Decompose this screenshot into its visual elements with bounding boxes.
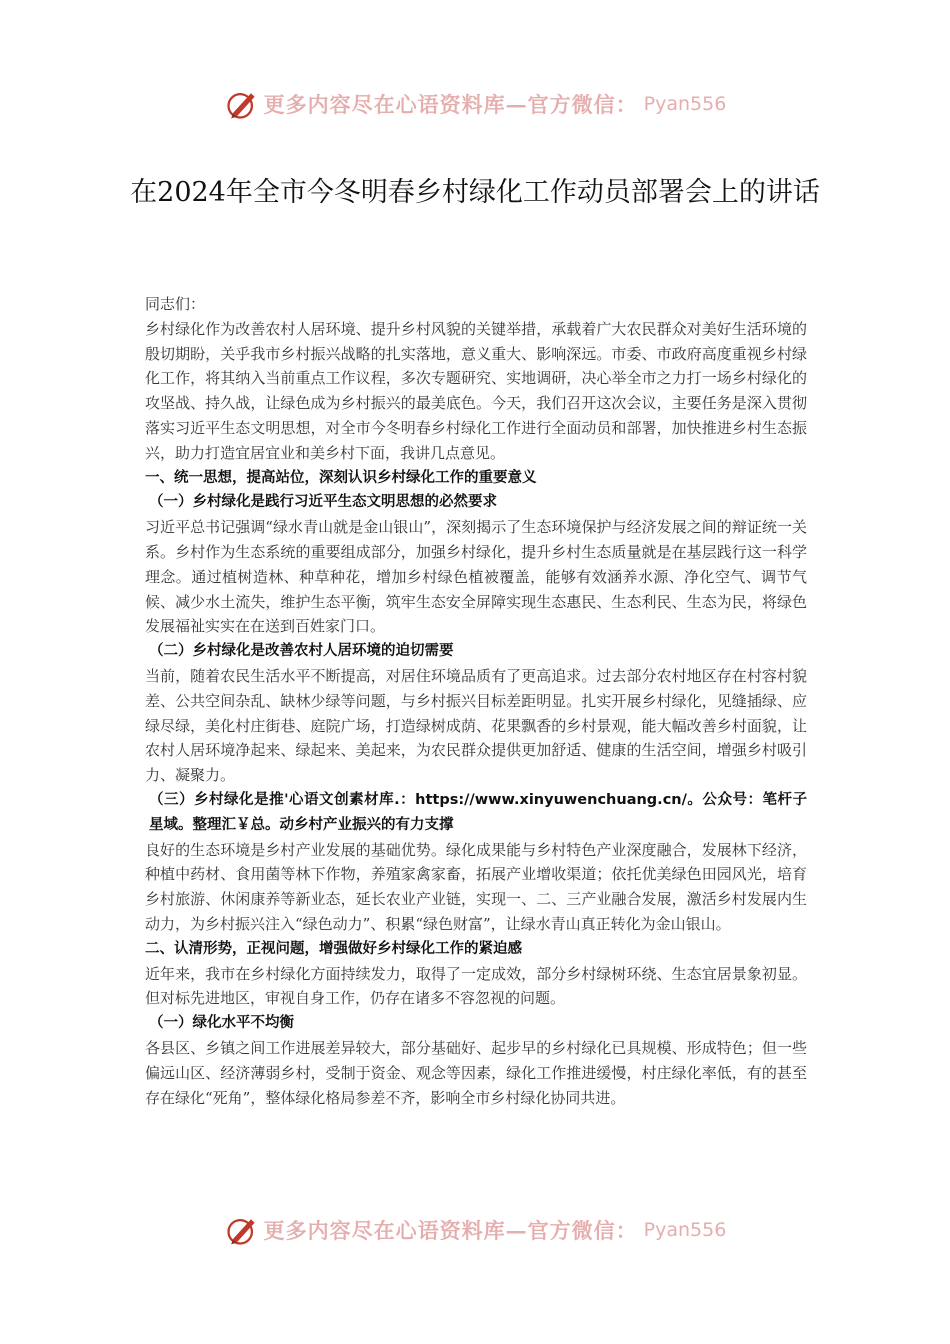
section-2-intro: 近年来，我市在乡村绿化方面持续发力，取得了一定成效，部分乡村绿树环绕、生态宜居景象初显。但对标先进地区，审视自身工作，仍存在诸多不容忽视的问题。 xyxy=(145,964,807,1008)
section-1-paragraph-3: 良好的生态环境是乡村产业发展的基础优势。绿化成果能与乡村特色产业深度融合，发展林下经济，种植中药材、食用菌等林下作物，养殖家禽家畜，拓展产业增收渠道；依托优美绿色田园风光，培育乡村旅游、休闲康养等新业态，延长农业产业链，实现一、二、三产业融合发展，激活乡村发展内生动力，为乡村振兴注入“绿色动力”、积累“绿色财富”，让绿水青山真正转化为金山银山。 xyxy=(145,840,807,933)
section-2-heading: 二、认清形势，正视问题，增强做好乡村绿化工作的紧迫感 xyxy=(145,940,522,957)
watermark-header xyxy=(0,84,950,124)
section-1-paragraph-1: 习近平总书记强调“绿水青山就是金山银山”，深刻揭示了生态环境保护与经济发展之间的辩证统一关系。乡村作为生态系统的重要组成部分，加强乡村绿化，提升乡村生态质量就是在基层践行这一科学理念。通过植树造林、种草种花，增加乡村绿色植被覆盖，能够有效涵养水源、净化空气、调节气候、减少水土流失，维护生态平衡，筑牢生态安全屏障实现生态惠民、生态利民、生态为民，将绿色发展福祉实实在在送到百姓家门口。 xyxy=(145,518,807,636)
greeting: 同志们： xyxy=(145,295,206,313)
watermark-text: 更多内容尽在心语资料库—官方微信： xyxy=(263,92,638,117)
watermark-wechat-id: Pyan556 xyxy=(643,93,727,115)
pen-logo-icon xyxy=(224,86,260,122)
section-1-subheading-3: （三）乡村绿化是推'心语文创素材库.：https://www.xinyuwenchuang.cn/。公众号：笔杆子星域。整理汇￥总。动乡村产业振兴的有力支撑 xyxy=(149,791,807,833)
watermark-wechat-id: Pyan556 xyxy=(643,1219,727,1241)
section-1-subheading-2: （二）乡村绿化是改善农村人居环境的迫切需要 xyxy=(149,643,454,660)
section-1-heading: 一、统一思想，提高站位，深刻认识乡村绿化工作的重要意义 xyxy=(145,469,537,486)
document-title: 在2024年全市今冬明春乡村绿化工作动员部署会上的讲话 xyxy=(130,177,820,209)
section-2-subheading-1: （一）绿化水平不均衡 xyxy=(149,1015,294,1032)
section-1-paragraph-2: 当前，随着农民生活水平不断提高，对居住环境品质有了更高追求。过去部分农村地区存在村容村貌差、公共空间杂乱、缺林少绿等问题，与乡村振兴目标差距明显。扎实开展乡村绿化，见缝插绿、应绿尽绿，美化村庄街巷、庭院广场，打造绿树成荫、花果飘香的乡村景观，能大幅改善乡村面貌，让农村人居环境净起来、绿起来、美起来，为农民群众提供更加舒适、健康的生活空间，增强乡村吸引力、凝聚力。 xyxy=(145,666,807,785)
document-body xyxy=(145,292,807,1110)
watermark-text: 更多内容尽在心语资料库—官方微信： xyxy=(263,1218,638,1243)
watermark-footer xyxy=(0,1210,950,1250)
section-2-paragraph-1: 各县区、乡镇之间工作进展差异较大，部分基础好、起步早的乡村绿化已具规模、形成特色；但一些偏远山区、经济薄弱乡村，受制于资金、观念等因素，绿化工作推进缓慢，村庄绿化率低，有的甚至存在绿化“死角”，整体绿化格局参差不齐，影响全市乡村绿化协同共进。 xyxy=(145,1038,807,1107)
intro-paragraph: 乡村绿化作为改善农村人居环境、提升乡村风貌的关键举措，承载着广大农民群众对美好生活环境的殷切期盼，关乎我市乡村振兴战略的扎实落地，意义重大、影响深远。市委、市政府高度重视乡村绿化工作，将其纳入当前重点工作议程，多次专题研究、实地调研，决心举全市之力打一场乡村绿化的攻坚战、持久战，让绿色成为乡村振兴的最美底色。今天，我们召开这次会议，主要任务是深入贯彻落实习近平生态文明思想，对全市今冬明春乡村绿化工作进行全面动员和部署，加快推进乡村生态振兴，助力打造宜居宜业和美乡村下面，我讲几点意见。 xyxy=(145,319,807,462)
section-1-subheading-1: （一）乡村绿化是践行习近平生态文明思想的必然要求 xyxy=(149,494,497,511)
pen-logo-icon xyxy=(224,1212,260,1248)
